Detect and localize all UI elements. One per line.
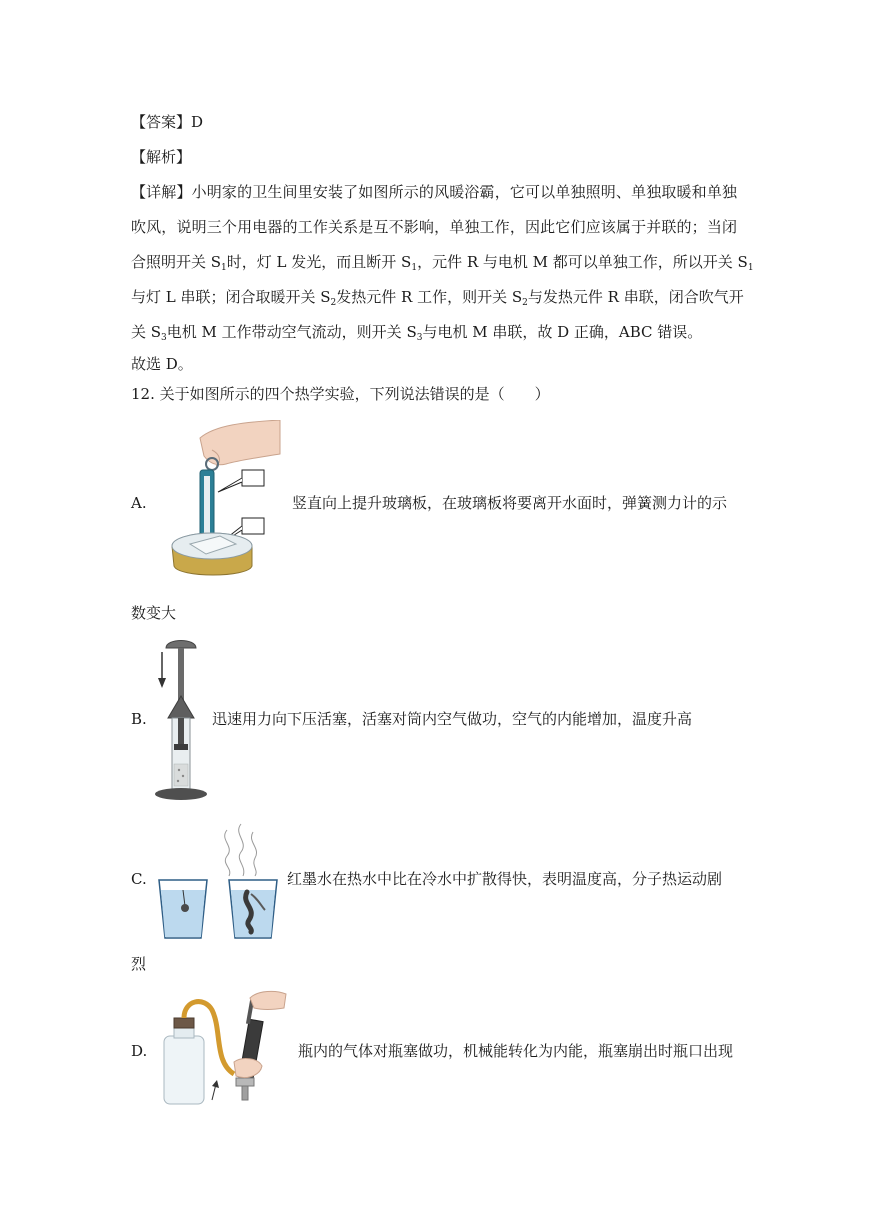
option-d-text: 瓶内的气体对瓶塞做功，机械能转化为内能，瓶塞崩出时瓶口出现 — [298, 1042, 734, 1060]
detail-line-1: 【详解】小明家的卫生间里安装了如图所示的风暖浴霸，它可以单独照明、单独取暖和单独 — [131, 183, 737, 201]
question-number: 12. — [131, 385, 155, 403]
detail-line-3: 合照明开关 $S_1$时，灯 L 发光，而且断开 $S_1$，元件 R 与电机 M 都可以单独工作，所以开关 $S_1$ — [131, 253, 754, 273]
detail-line-4: 与灯 L 串联；闭合取暖开关 $S_2$发热元件 R 工作，则开关 $S_2$与发热元件 R 串联，闭合吹气开 — [131, 288, 744, 308]
option-c-label: C. — [131, 870, 147, 888]
option-c-continuation: 烈 — [131, 955, 147, 973]
detail-line-2: 吹风，说明三个用电器的工作关系是互不影响，单独工作，因此它们应该属于并联的；当闭 — [131, 218, 737, 236]
option-a-continuation: 数变大 — [131, 604, 177, 622]
option-a-label: A. — [131, 494, 147, 512]
analysis-label: 【解析】 — [131, 148, 192, 166]
conclusion: 故选 D。 — [131, 355, 193, 373]
option-b-text: 迅速用力向下压活塞，活塞对筒内空气做功，空气的内能增加，温度升高 — [212, 710, 693, 728]
question-text: 关于如图所示的四个热学实验，下列说法错误的是（ ） — [159, 385, 550, 403]
bottle-pump-figure — [150, 990, 290, 1110]
answer-line — [131, 112, 203, 132]
detail-label: 【详解】 — [131, 183, 192, 201]
option-d-label: D. — [131, 1042, 148, 1060]
piston-cylinder-figure — [152, 636, 212, 804]
ink-diffusion-beakers-figure — [155, 820, 285, 942]
option-b-label: B. — [131, 710, 147, 728]
detail-line-5: 关 $S_3$电机 M 工作带动空气流动，则开关 $S_3$与电机 M 串联，故 D 正确，ABC 错误。 — [131, 323, 703, 343]
option-a-text: 竖直向上提升玻璃板，在玻璃板将要离开水面时，弹簧测力计的示 — [292, 494, 728, 512]
spring-scale-glass-plate-figure — [160, 420, 282, 590]
option-c-text: 红墨水在热水中比在冷水中扩散得快，表明温度高，分子热运动剧 — [287, 870, 723, 888]
answer-label: 【答案】 — [131, 113, 192, 131]
answer-value: D — [191, 113, 204, 131]
question-12 — [131, 384, 550, 404]
